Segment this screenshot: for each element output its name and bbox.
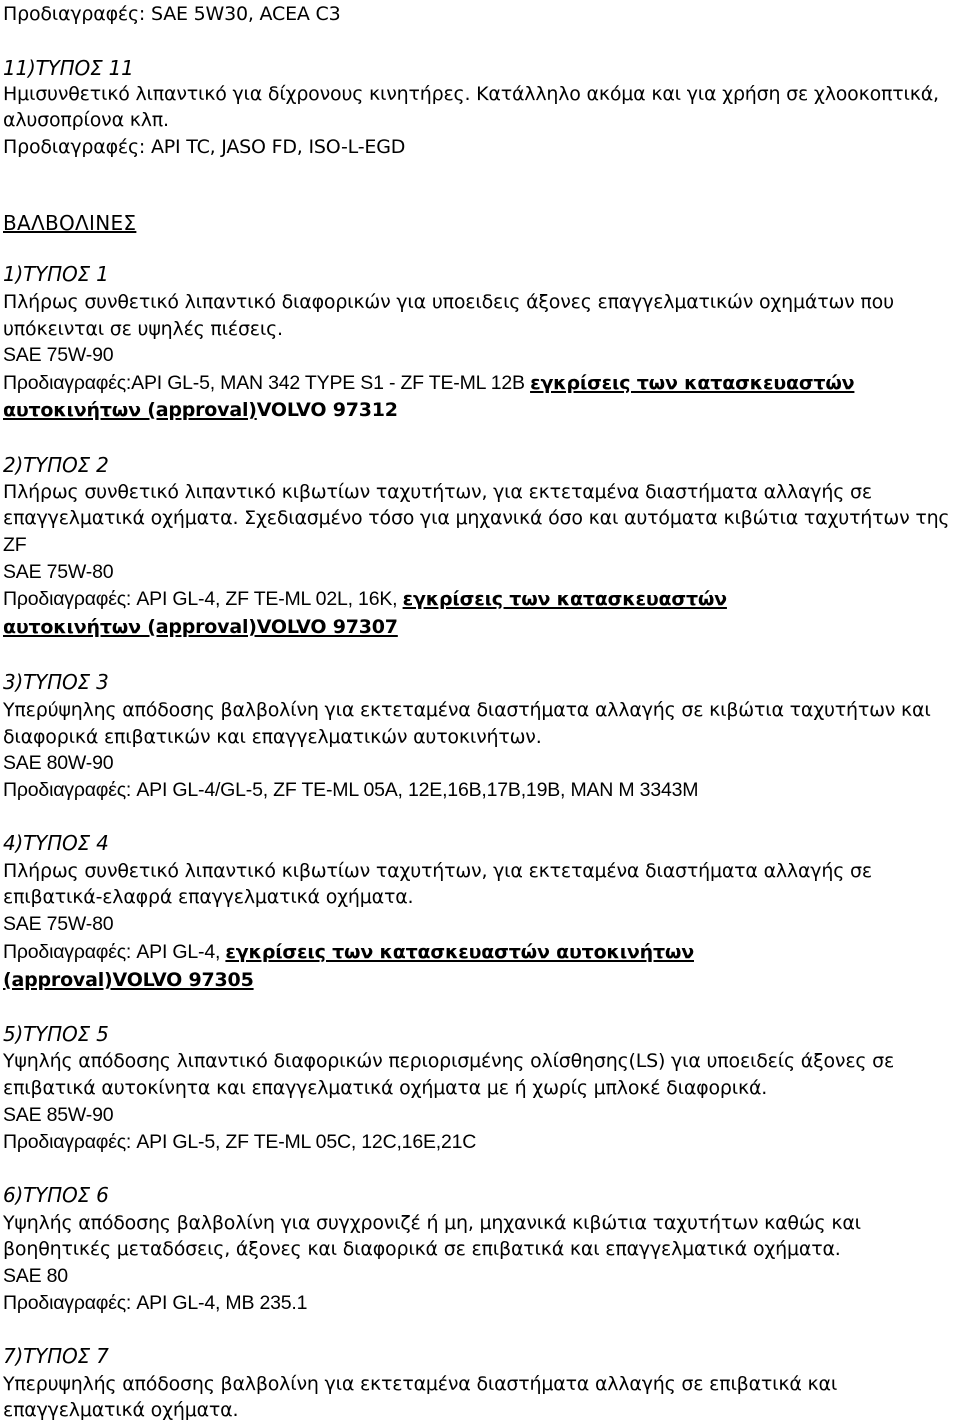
type-1-approval-line1: εγκρίσεις των κατασκευαστών — [530, 372, 855, 394]
type-1-desc-line2: υπόκεινται σε υψηλές πιέσεις. — [3, 318, 283, 340]
type-3-desc-line1: Υπερύψηλης απόδοσης βαλβολίνη για εκτεταμένα διαστήματα αλλαγής σε κιβώτια ταχυτήτων και — [3, 699, 931, 721]
type-7-desc-line1: Υπερυψηλής απόδοσης βαλβολίνη για εκτεταμένα διαστήματα αλλαγής σε επιβατικά και — [3, 1373, 838, 1395]
type-11-heading: 11)ΤΥΠΟΣ 11 — [3, 56, 134, 80]
type-11-spec: Προδιαγραφές: API TC, JASO FD, ISO-L-EGD — [3, 136, 406, 158]
type-1-volvo: VOLVO 97312 — [256, 399, 398, 421]
type-2-sae: SAE 75W-80 — [3, 561, 114, 583]
type-1-approval-line2: αυτοκινήτων (approval) — [3, 399, 257, 421]
intro-spec: Προδιαγραφές: SAE 5W30, ACEA C3 — [3, 3, 341, 25]
type-3-desc-line2: διαφορικά επιβατικών και επαγγελματικών αυτοκινήτων. — [3, 726, 542, 748]
type-5-desc-line1: Υψηλής απόδοσης λιπαντικό διαφορικών περιορισμένης ολίσθησης(LS) για υποειδείς άξονες σε — [3, 1050, 895, 1072]
type-2-desc-line1: Πλήρως συνθετικό λιπαντικό κιβωτίων ταχυτήτων, για εκτεταμένα διαστήματα αλλαγής σε — [3, 481, 872, 503]
type-3-sae: SAE 80W-90 — [3, 752, 114, 774]
type-1-sae: SAE 75W-90 — [3, 344, 114, 366]
type-6-spec: Προδιαγραφές: API GL-4, MB 235.1 — [3, 1292, 308, 1314]
type-2-desc-line2: επαγγελματικά οχήματα. Σχεδιασμένο τόσο για μηχανικά όσο και αυτόματα κιβώτια ταχυτήτων της — [3, 507, 950, 529]
type-7-desc-line2: επαγγελματικά οχήματα. — [3, 1399, 239, 1421]
section-title: ΒΑΛΒΟΛΙΝΕΣ — [3, 211, 137, 235]
type-6-heading: 6)ΤΥΠΟΣ 6 — [3, 1183, 109, 1207]
type-2-spec-prefix: Προδιαγραφές: API GL-4, ZF TE-ML 02L, 16K, — [3, 588, 403, 610]
type-1-approval-row — [3, 399, 398, 421]
type-7-heading: 7)ΤΥΠΟΣ 7 — [3, 1344, 109, 1368]
type-4-spec-prefix: Προδιαγραφές: API GL-4, — [3, 941, 226, 963]
type-11-desc-line2: αλυσοπρίονα κλπ. — [3, 109, 169, 131]
type-4-heading: 4)ΤΥΠΟΣ 4 — [3, 831, 109, 855]
type-1-desc-line1: Πλήρως συνθετικό λιπαντικό διαφορικών για υποειδεις άξονες επαγγελματικών οχημάτων που — [3, 291, 894, 313]
type-5-heading: 5)ΤΥΠΟΣ 5 — [3, 1022, 109, 1046]
type-2-approval-row — [3, 616, 398, 638]
type-3-heading: 3)ΤΥΠΟΣ 3 — [3, 670, 109, 694]
type-2-heading: 2)ΤΥΠΟΣ 2 — [3, 453, 109, 477]
type-1-spec-line — [3, 372, 854, 394]
type-6-sae: SAE 80 — [3, 1265, 68, 1287]
type-4-approval-line1: εγκρίσεις των κατασκευαστών αυτοκινήτων — [225, 941, 694, 963]
type-6-desc-line1: Υψηλής απόδοσης βαλβολίνη για συγχρονιζέ ή μη, μηχανικά κιβώτια ταχυτήτων καθώς και — [3, 1212, 861, 1234]
type-4-approval-row — [3, 969, 254, 991]
type-1-heading: 1)ΤΥΠΟΣ 1 — [3, 262, 109, 286]
type-2-spec-line — [3, 588, 727, 610]
type-5-spec: Προδιαγραφές: API GL-5, ZF TE-ML 05C, 12C,16E,21C — [3, 1131, 477, 1153]
type-6-desc-line2: βοηθητικές μεταδόσεις, άξονες και διαφορικά σε επιβατικά και επαγγελματικά οχήματα. — [3, 1238, 841, 1260]
type-4-desc-line2: επιβατικά-ελαφρά επαγγελματικά οχήματα. — [3, 886, 414, 908]
type-2-approval-line2: αυτοκινήτων (approval)VOLVO 97307 — [3, 616, 398, 638]
type-4-desc-line1: Πλήρως συνθετικό λιπαντικό κιβωτίων ταχυτήτων, για εκτεταμένα διαστήματα αλλαγής σε — [3, 860, 872, 882]
type-4-approval-line2: (approval)VOLVO 97305 — [3, 969, 254, 991]
type-1-spec-prefix: Προδιαγραφές:API GL-5, MAN 342 TYPE S1 - ZF TE-ML 12B — [3, 372, 531, 394]
type-5-desc-line2: επιβατικά αυτοκίνητα και επαγγελματικά οχήματα με ή χωρίς μπλοκέ διαφορικά. — [3, 1077, 768, 1099]
type-11-desc-line1: Ημισυνθετικό λιπαντικό για δίχρονους κινητήρες. Κατάλληλο ακόμα και για χρήση σε χλοοκοπτικά, — [3, 83, 939, 105]
type-4-sae: SAE 75W-80 — [3, 913, 114, 935]
type-2-approval-line1: εγκρίσεις των κατασκευαστών — [402, 588, 727, 610]
type-2-desc-line3: ZF — [3, 534, 27, 556]
type-4-spec-line — [3, 941, 694, 963]
type-5-sae: SAE 85W-90 — [3, 1104, 114, 1126]
type-3-spec: Προδιαγραφές: API GL-4/GL-5, ZF TE-ML 05A, 12E,16B,17B,19B, MAN M 3343M — [3, 779, 699, 801]
